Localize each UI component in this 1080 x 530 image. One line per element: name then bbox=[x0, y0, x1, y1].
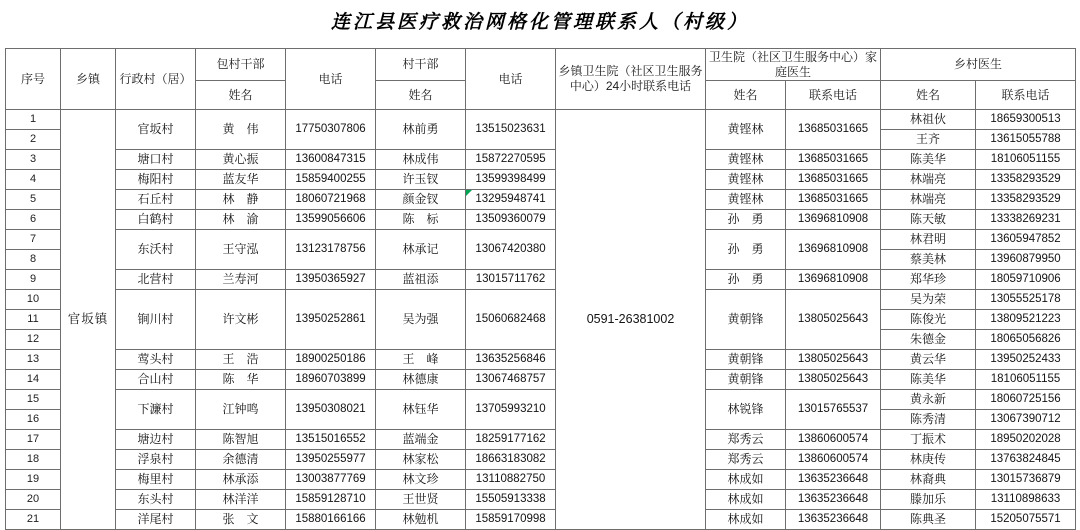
village-cell: 东沃村 bbox=[116, 230, 196, 270]
family-doctor-name-cell: 郑秀云 bbox=[706, 450, 786, 470]
seq-cell: 18 bbox=[6, 450, 61, 470]
family-doctor-phone-cell: 13015765537 bbox=[786, 390, 881, 430]
village-doctor-phone-cell: 15205075571 bbox=[976, 510, 1076, 530]
village-cell: 洋尾村 bbox=[116, 510, 196, 530]
village-cell: 合山村 bbox=[116, 370, 196, 390]
family-doctor-phone-cell: 13805025643 bbox=[786, 370, 881, 390]
village-doctor-phone-cell: 13338269231 bbox=[976, 210, 1076, 230]
seq-cell: 17 bbox=[6, 430, 61, 450]
cadre-name-cell: 林 静 bbox=[196, 190, 286, 210]
seq-cell: 2 bbox=[6, 130, 61, 150]
official-phone-cell: 18663183082 bbox=[466, 450, 556, 470]
table-row bbox=[6, 150, 1076, 170]
village-doctor-phone-cell: 18950202028 bbox=[976, 430, 1076, 450]
cadre-phone-cell: 13950308021 bbox=[286, 390, 376, 430]
official-name-cell: 林家松 bbox=[376, 450, 466, 470]
cadre-name-cell: 张 文 bbox=[196, 510, 286, 530]
village-doctor-phone-cell: 13615055788 bbox=[976, 130, 1076, 150]
village-doctor-name-cell: 陈典圣 bbox=[881, 510, 976, 530]
family-doctor-name-cell: 黄铿林 bbox=[706, 150, 786, 170]
table-row bbox=[6, 230, 1076, 250]
seq-cell: 16 bbox=[6, 410, 61, 430]
village-cell: 下濂村 bbox=[116, 390, 196, 430]
village-doctor-phone-cell: 18059710906 bbox=[976, 270, 1076, 290]
village-cell: 石丘村 bbox=[116, 190, 196, 210]
header-hospital-24h-phone: 乡镇卫生院（社区卫生服务中心）24小时联系电话 bbox=[556, 49, 706, 110]
village-cell: 北营村 bbox=[116, 270, 196, 290]
cadre-name-cell: 黄心振 bbox=[196, 150, 286, 170]
cadre-phone-cell: 15859400255 bbox=[286, 170, 376, 190]
village-doctor-name-cell: 林君明 bbox=[881, 230, 976, 250]
official-name-cell: 王 峰 bbox=[376, 350, 466, 370]
official-phone-cell: 13599398499 bbox=[466, 170, 556, 190]
table-row bbox=[6, 290, 1076, 310]
official-name-cell: 王世贤 bbox=[376, 490, 466, 510]
village-doctor-phone-cell: 13110898633 bbox=[976, 490, 1076, 510]
official-phone-cell: 13067420380 bbox=[466, 230, 556, 270]
table-row bbox=[6, 390, 1076, 410]
village-doctor-name-cell: 陈俊光 bbox=[881, 310, 976, 330]
official-phone-cell: 15859170998 bbox=[466, 510, 556, 530]
header-village-doctor-name: 姓名 bbox=[881, 81, 976, 110]
hospital-24h-phone-cell: 0591-26381002 bbox=[556, 110, 706, 530]
official-name-cell: 吴为强 bbox=[376, 290, 466, 350]
village-doctor-name-cell: 吴为荣 bbox=[881, 290, 976, 310]
seq-cell: 7 bbox=[6, 230, 61, 250]
table-row bbox=[6, 450, 1076, 470]
header-seq: 序号 bbox=[6, 49, 61, 110]
cadre-name-cell: 王守泓 bbox=[196, 230, 286, 270]
seq-cell: 12 bbox=[6, 330, 61, 350]
family-doctor-phone-cell: 13696810908 bbox=[786, 230, 881, 270]
seq-cell: 15 bbox=[6, 390, 61, 410]
official-name-cell: 林德康 bbox=[376, 370, 466, 390]
village-cell: 梅里村 bbox=[116, 470, 196, 490]
cadre-phone-cell: 15859128710 bbox=[286, 490, 376, 510]
official-name-cell: 林钰华 bbox=[376, 390, 466, 430]
family-doctor-name-cell: 孙 勇 bbox=[706, 230, 786, 270]
family-doctor-name-cell: 黄朝锋 bbox=[706, 370, 786, 390]
table-row bbox=[6, 110, 1076, 130]
seq-cell: 1 bbox=[6, 110, 61, 130]
seq-cell: 13 bbox=[6, 350, 61, 370]
family-doctor-phone-cell: 13685031665 bbox=[786, 150, 881, 170]
official-name-cell: 许玉钗 bbox=[376, 170, 466, 190]
family-doctor-phone-cell: 13805025643 bbox=[786, 290, 881, 350]
header-town: 乡镇 bbox=[61, 49, 116, 110]
village-doctor-phone-cell: 13067390712 bbox=[976, 410, 1076, 430]
village-doctor-name-cell: 陈天敏 bbox=[881, 210, 976, 230]
official-phone-cell: 15872270595 bbox=[466, 150, 556, 170]
village-doctor-phone-cell: 18060725156 bbox=[976, 390, 1076, 410]
header-cadre-group: 包村干部 bbox=[196, 49, 286, 81]
family-doctor-phone-cell: 13696810908 bbox=[786, 210, 881, 230]
family-doctor-name-cell: 林成如 bbox=[706, 470, 786, 490]
seq-cell: 21 bbox=[6, 510, 61, 530]
cadre-phone-cell: 17750307806 bbox=[286, 110, 376, 150]
official-phone-cell: 13295948741 bbox=[466, 190, 556, 210]
family-doctor-name-cell: 林成如 bbox=[706, 490, 786, 510]
cadre-name-cell: 蓝友华 bbox=[196, 170, 286, 190]
official-phone-cell: 15505913338 bbox=[466, 490, 556, 510]
village-doctor-name-cell: 朱德金 bbox=[881, 330, 976, 350]
cadre-phone-cell: 18960703899 bbox=[286, 370, 376, 390]
village-doctor-phone-cell: 18659300513 bbox=[976, 110, 1076, 130]
village-cell: 白鹤村 bbox=[116, 210, 196, 230]
cadre-phone-cell: 13515016552 bbox=[286, 430, 376, 450]
seq-cell: 19 bbox=[6, 470, 61, 490]
official-phone-cell: 13110882750 bbox=[466, 470, 556, 490]
village-doctor-name-cell: 蔡美林 bbox=[881, 250, 976, 270]
seq-cell: 6 bbox=[6, 210, 61, 230]
table-row bbox=[6, 470, 1076, 490]
cadre-name-cell: 陈智旭 bbox=[196, 430, 286, 450]
header-official-group: 村干部 bbox=[376, 49, 466, 81]
village-doctor-name-cell: 王齐 bbox=[881, 130, 976, 150]
cadre-name-cell: 王 浩 bbox=[196, 350, 286, 370]
family-doctor-phone-cell: 13805025643 bbox=[786, 350, 881, 370]
family-doctor-phone-cell: 13860600574 bbox=[786, 450, 881, 470]
header-family-doctor-phone: 联系电话 bbox=[786, 81, 881, 110]
village-doctor-phone-cell: 18065056826 bbox=[976, 330, 1076, 350]
town-cell: 官坂镇 bbox=[61, 110, 116, 530]
cadre-name-cell: 许文彬 bbox=[196, 290, 286, 350]
village-doctor-name-cell: 林庚传 bbox=[881, 450, 976, 470]
cadre-name-cell: 江钟鸣 bbox=[196, 390, 286, 430]
village-cell: 莺头村 bbox=[116, 350, 196, 370]
family-doctor-phone-cell: 13685031665 bbox=[786, 190, 881, 210]
table-row bbox=[6, 350, 1076, 370]
village-cell: 浮泉村 bbox=[116, 450, 196, 470]
seq-cell: 4 bbox=[6, 170, 61, 190]
header-cadre-phone: 电话 bbox=[286, 49, 376, 110]
official-name-cell: 林前勇 bbox=[376, 110, 466, 150]
cadre-phone-cell: 13123178756 bbox=[286, 230, 376, 270]
header-village: 行政村（居） bbox=[116, 49, 196, 110]
official-phone-cell: 13067468757 bbox=[466, 370, 556, 390]
family-doctor-name-cell: 黄朝锋 bbox=[706, 290, 786, 350]
village-cell: 梅阳村 bbox=[116, 170, 196, 190]
official-name-cell: 蓝端金 bbox=[376, 430, 466, 450]
village-cell: 官坂村 bbox=[116, 110, 196, 150]
official-phone-cell: 13509360079 bbox=[466, 210, 556, 230]
village-doctor-phone-cell: 18106051155 bbox=[976, 370, 1076, 390]
village-cell: 塘边村 bbox=[116, 430, 196, 450]
family-doctor-name-cell: 黄朝锋 bbox=[706, 350, 786, 370]
village-doctor-phone-cell: 13015736879 bbox=[976, 470, 1076, 490]
village-doctor-phone-cell: 13763824845 bbox=[976, 450, 1076, 470]
family-doctor-phone-cell: 13685031665 bbox=[786, 170, 881, 190]
family-doctor-name-cell: 孙 勇 bbox=[706, 270, 786, 290]
page-title: 连江县医疗救治网格化管理联系人（村级） bbox=[330, 11, 749, 33]
table-row bbox=[6, 170, 1076, 190]
village-doctor-name-cell: 黄云华 bbox=[881, 350, 976, 370]
error-flag-icon bbox=[466, 190, 472, 196]
cadre-phone-cell: 15880166166 bbox=[286, 510, 376, 530]
table-row bbox=[6, 210, 1076, 230]
family-doctor-phone-cell: 13635236648 bbox=[786, 490, 881, 510]
header-official-name: 姓名 bbox=[376, 81, 466, 110]
family-doctor-name-cell: 林锐锋 bbox=[706, 390, 786, 430]
seq-cell: 14 bbox=[6, 370, 61, 390]
table-row bbox=[6, 430, 1076, 450]
cadre-name-cell: 余德清 bbox=[196, 450, 286, 470]
family-doctor-name-cell: 孙 勇 bbox=[706, 210, 786, 230]
cadre-phone-cell: 13950365927 bbox=[286, 270, 376, 290]
village-cell: 东头村 bbox=[116, 490, 196, 510]
village-doctor-name-cell: 黄永新 bbox=[881, 390, 976, 410]
official-name-cell: 林文珍 bbox=[376, 470, 466, 490]
table-body bbox=[6, 110, 1076, 530]
table-row bbox=[6, 490, 1076, 510]
official-phone-cell: 15060682468 bbox=[466, 290, 556, 350]
contact-table bbox=[5, 48, 1076, 530]
village-doctor-name-cell: 陈秀清 bbox=[881, 410, 976, 430]
village-doctor-name-cell: 丁振术 bbox=[881, 430, 976, 450]
official-phone-cell: 13015711762 bbox=[466, 270, 556, 290]
official-phone-cell: 13705993210 bbox=[466, 390, 556, 430]
village-doctor-name-cell: 林祖伙 bbox=[881, 110, 976, 130]
family-doctor-name-cell: 黄铿林 bbox=[706, 170, 786, 190]
village-cell: 塘口村 bbox=[116, 150, 196, 170]
seq-cell: 10 bbox=[6, 290, 61, 310]
cadre-phone-cell: 13003877769 bbox=[286, 470, 376, 490]
seq-cell: 8 bbox=[6, 250, 61, 270]
seq-cell: 3 bbox=[6, 150, 61, 170]
header-row-1 bbox=[6, 49, 1076, 81]
official-name-cell: 林成伟 bbox=[376, 150, 466, 170]
header-village-doctor-group: 乡村医生 bbox=[881, 49, 1076, 81]
cadre-name-cell: 林洋洋 bbox=[196, 490, 286, 510]
header-cadre-name: 姓名 bbox=[196, 81, 286, 110]
table-row bbox=[6, 370, 1076, 390]
family-doctor-name-cell: 郑秀云 bbox=[706, 430, 786, 450]
cadre-phone-cell: 18060721968 bbox=[286, 190, 376, 210]
header-village-doctor-phone: 联系电话 bbox=[976, 81, 1076, 110]
village-doctor-phone-cell: 13605947852 bbox=[976, 230, 1076, 250]
table-header bbox=[6, 49, 1076, 110]
cadre-name-cell: 陈 华 bbox=[196, 370, 286, 390]
family-doctor-phone-cell: 13685031665 bbox=[786, 110, 881, 150]
village-doctor-name-cell: 郑华珍 bbox=[881, 270, 976, 290]
official-name-cell: 林勉机 bbox=[376, 510, 466, 530]
family-doctor-name-cell: 林成如 bbox=[706, 510, 786, 530]
official-name-cell: 蓝祖添 bbox=[376, 270, 466, 290]
official-name-cell: 林承记 bbox=[376, 230, 466, 270]
family-doctor-name-cell: 黄铿林 bbox=[706, 110, 786, 150]
official-name-cell: 陈 标 bbox=[376, 210, 466, 230]
village-doctor-phone-cell: 13358293529 bbox=[976, 190, 1076, 210]
cadre-phone-cell: 13599056606 bbox=[286, 210, 376, 230]
seq-cell: 9 bbox=[6, 270, 61, 290]
village-doctor-phone-cell: 13055525178 bbox=[976, 290, 1076, 310]
header-official-phone: 电话 bbox=[466, 49, 556, 110]
village-doctor-phone-cell: 13809521223 bbox=[976, 310, 1076, 330]
seq-cell: 11 bbox=[6, 310, 61, 330]
cadre-phone-cell: 13600847315 bbox=[286, 150, 376, 170]
official-name-cell: 颜金钗 bbox=[376, 190, 466, 210]
family-doctor-phone-cell: 13696810908 bbox=[786, 270, 881, 290]
header-family-doctor-group: 卫生院（社区卫生服务中心）家庭医生 bbox=[706, 49, 881, 81]
cadre-name-cell: 林 渝 bbox=[196, 210, 286, 230]
seq-cell: 20 bbox=[6, 490, 61, 510]
cadre-name-cell: 林承添 bbox=[196, 470, 286, 490]
cadre-phone-cell: 13950252861 bbox=[286, 290, 376, 350]
family-doctor-phone-cell: 13635236648 bbox=[786, 510, 881, 530]
official-phone-cell: 18259177162 bbox=[466, 430, 556, 450]
table-row bbox=[6, 190, 1076, 210]
family-doctor-name-cell: 黄铿林 bbox=[706, 190, 786, 210]
family-doctor-phone-cell: 13635236648 bbox=[786, 470, 881, 490]
village-doctor-name-cell: 滕加乐 bbox=[881, 490, 976, 510]
family-doctor-phone-cell: 13860600574 bbox=[786, 430, 881, 450]
official-phone-cell: 13635256846 bbox=[466, 350, 556, 370]
seq-cell: 5 bbox=[6, 190, 61, 210]
official-phone-cell: 13515023631 bbox=[466, 110, 556, 150]
village-cell: 锏川村 bbox=[116, 290, 196, 350]
village-doctor-phone-cell: 13960879950 bbox=[976, 250, 1076, 270]
cadre-name-cell: 黄 伟 bbox=[196, 110, 286, 150]
village-doctor-name-cell: 林裔典 bbox=[881, 470, 976, 490]
village-doctor-phone-cell: 13358293529 bbox=[976, 170, 1076, 190]
village-doctor-name-cell: 陈美华 bbox=[881, 370, 976, 390]
village-doctor-name-cell: 林端亮 bbox=[881, 170, 976, 190]
header-family-doctor-name: 姓名 bbox=[706, 81, 786, 110]
village-doctor-phone-cell: 13950252433 bbox=[976, 350, 1076, 370]
cadre-name-cell: 兰寿河 bbox=[196, 270, 286, 290]
village-doctor-phone-cell: 18106051155 bbox=[976, 150, 1076, 170]
cadre-phone-cell: 13950255977 bbox=[286, 450, 376, 470]
cadre-phone-cell: 18900250186 bbox=[286, 350, 376, 370]
village-doctor-name-cell: 陈美华 bbox=[881, 150, 976, 170]
village-doctor-name-cell: 林端亮 bbox=[881, 190, 976, 210]
table-row bbox=[6, 270, 1076, 290]
